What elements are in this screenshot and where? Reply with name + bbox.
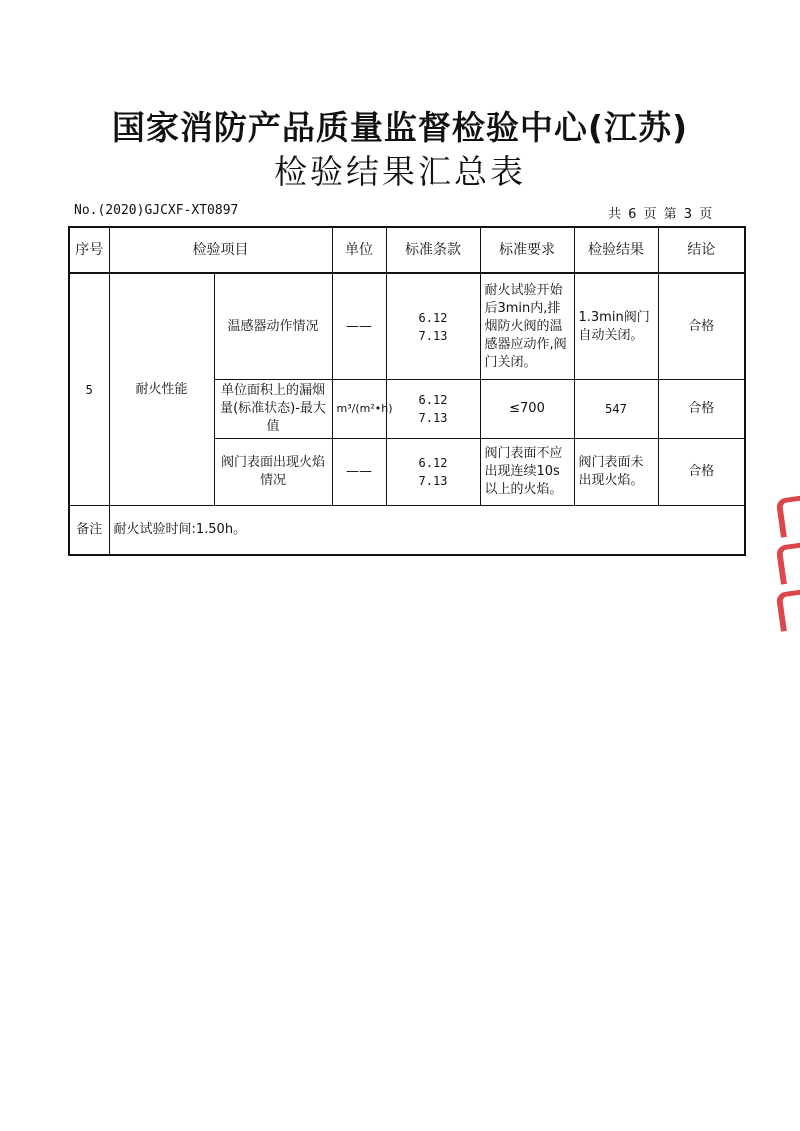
category-cell: 耐火性能: [109, 273, 214, 506]
requirement-cell: 阀门表面不应出现连续10s以上的火焰。: [480, 439, 574, 506]
clause-cell: 6.12 7.13: [386, 273, 480, 380]
clause-cell: 6.12 7.13: [386, 439, 480, 506]
item-cell: 温感器动作情况: [214, 273, 332, 380]
sequence-cell: 5: [69, 273, 109, 506]
column-header: 单位: [332, 227, 386, 273]
red-stamp-fragment: [776, 488, 800, 638]
conclusion-cell: 合格: [658, 439, 745, 506]
results-table: [68, 226, 746, 556]
page-subtitle: 检验结果汇总表: [274, 152, 526, 191]
column-header: 标准要求: [480, 227, 574, 273]
conclusion-cell: 合格: [658, 273, 745, 380]
item-cell: 阀门表面出现火焰情况: [214, 439, 332, 506]
column-header: 检验项目: [109, 227, 332, 273]
result-cell: 阀门表面未出现火焰。: [574, 439, 658, 506]
unit-cell: m³/(m²•h): [332, 380, 386, 439]
table-header-row: [69, 227, 745, 273]
report-number: No.(2020)GJCXF-XT0897: [74, 203, 239, 218]
remark-row: [69, 506, 745, 556]
result-cell: 1.3min阀门自动关闭。: [574, 273, 658, 380]
page-count: 共 6 页 第 3 页: [608, 207, 713, 222]
conclusion-cell: 合格: [658, 380, 745, 439]
column-header: 结论: [658, 227, 745, 273]
column-header: 序号: [69, 227, 109, 273]
requirement-cell: ≤700: [480, 380, 574, 439]
table-row: [69, 273, 745, 380]
requirement-cell: 耐火试验开始后3min内,排烟防火阀的温感器应动作,阀门关闭。: [480, 273, 574, 380]
unit-cell: ——: [332, 439, 386, 506]
column-header: 检验结果: [574, 227, 658, 273]
remark-label: 备注: [69, 506, 109, 556]
clause-cell: 6.12 7.13: [386, 380, 480, 439]
result-cell: 547: [574, 380, 658, 439]
item-cell: 单位面积上的漏烟量(标准状态)-最大值: [214, 380, 332, 439]
page-title: 国家消防产品质量监督检验中心(江苏): [111, 108, 689, 147]
column-header: 标准条款: [386, 227, 480, 273]
remark-text: 耐火试验时间:1.50h。: [109, 506, 745, 556]
unit-cell: ——: [332, 273, 386, 380]
